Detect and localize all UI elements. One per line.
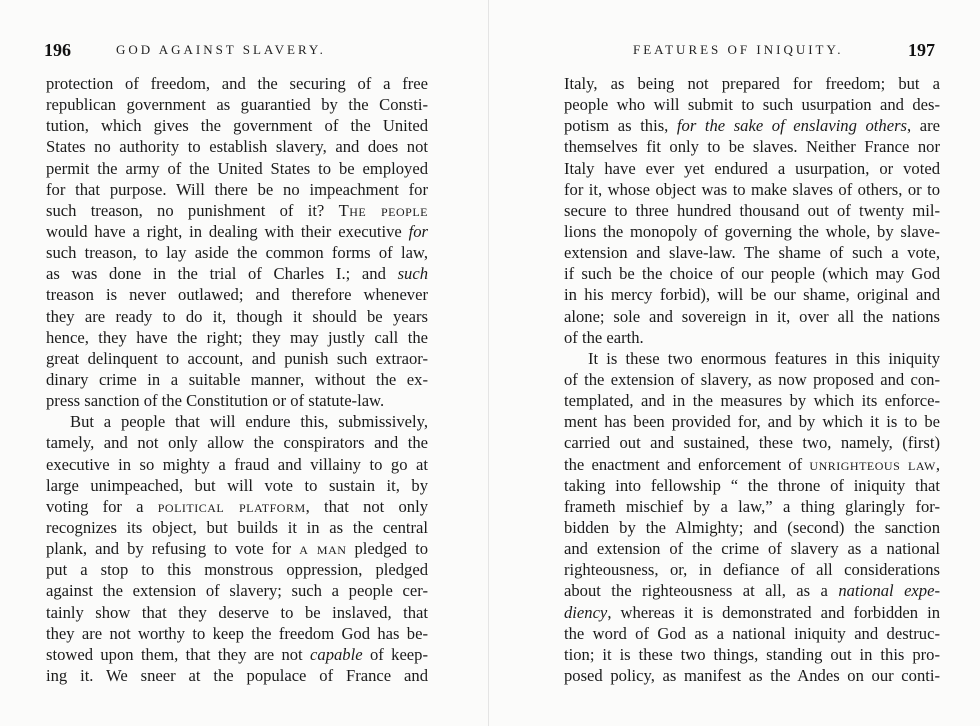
- text-line: [46, 200, 428, 221]
- text-segment: great delinquent to account, and punish such extraor-: [46, 348, 428, 368]
- text-line: [46, 559, 428, 580]
- text-segment: treason is never outlawed; and therefore whenever: [46, 285, 428, 305]
- text-line: [46, 623, 428, 644]
- text-line: [46, 263, 428, 284]
- small-caps-text: political platform: [157, 496, 306, 516]
- text-line: [46, 665, 428, 686]
- italic-text: national expe-: [838, 581, 940, 601]
- text-segment: tainly show that they deserve to be inslaved, that: [46, 602, 428, 622]
- text-segment: for it, whose object was to make slaves of others, or to: [564, 179, 940, 199]
- text-line: [46, 348, 428, 369]
- text-line: [564, 517, 940, 538]
- right-page-number: 197: [908, 40, 935, 60]
- text-segment: States no authority to establish slavery, and does not: [46, 137, 428, 157]
- small-caps-text: unrighteous law: [809, 454, 936, 474]
- text-segment: such treason, no punishment of it?: [46, 200, 339, 220]
- text-line: [564, 348, 940, 369]
- text-line: [46, 73, 428, 94]
- small-caps-text: a man: [299, 539, 347, 559]
- italic-text: for: [408, 221, 428, 241]
- text-line: [46, 327, 428, 348]
- text-segment: ment has been provided for, and by which it is to be: [564, 412, 940, 432]
- text-segment: potism as this,: [564, 116, 677, 136]
- text-line: [564, 538, 940, 559]
- text-line: [46, 179, 428, 200]
- text-segment: themselves fit only to be slaves. Neither France nor: [564, 137, 940, 157]
- small-caps-text: The people: [338, 200, 428, 220]
- left-body-text: [46, 73, 428, 686]
- text-line: [564, 602, 940, 623]
- left-running-head: GOD AGAINST SLAVERY.: [116, 42, 326, 57]
- text-segment: press sanction of the Constitution or of statute-law.: [46, 391, 385, 411]
- text-segment: put a stop to this monstrous oppression, pledged: [46, 560, 428, 580]
- italic-text: diency: [564, 602, 608, 622]
- text-line: [46, 94, 428, 115]
- text-segment: alone; sole and sovereign in it, over all the nations: [564, 306, 940, 326]
- text-line: [564, 200, 940, 221]
- text-segment: the enactment and enforcement of: [564, 454, 810, 474]
- text-line: [564, 644, 940, 665]
- text-line: [564, 73, 940, 94]
- text-segment: bidden by the Almighty; and (second) the sanction: [564, 517, 940, 537]
- text-line: [564, 179, 940, 200]
- text-segment: , whereas it is demonstrated and forbidden in: [607, 602, 940, 622]
- right-page: [489, 0, 980, 726]
- text-line: [46, 221, 428, 242]
- text-segment: frameth mischief by a law,” a thing glaringly for-: [564, 496, 940, 516]
- text-line: [46, 454, 428, 475]
- left-page: [0, 0, 489, 726]
- text-segment: tution, which gives the government of the United: [46, 116, 428, 136]
- text-segment: , are: [906, 116, 940, 136]
- text-line: [46, 115, 428, 136]
- text-segment: Italy, as being not prepared for freedom; but a: [564, 74, 940, 93]
- text-line: [46, 136, 428, 157]
- text-segment: would have a right, in dealing with their executive: [46, 221, 409, 241]
- text-segment: against the extension of slavery; such a people cer-: [46, 581, 428, 601]
- text-line: [46, 411, 428, 432]
- text-segment: people who will submit to such usurpation and des-: [564, 95, 940, 115]
- text-line: [564, 496, 940, 517]
- text-line: [564, 263, 940, 284]
- text-segment: the word of God as a national iniquity and destruc-: [564, 623, 940, 643]
- text-line: [46, 284, 428, 305]
- text-line: [46, 538, 428, 559]
- text-segment: secure to three hundred thousand out of twenty mil-: [564, 200, 940, 220]
- text-line: [564, 454, 940, 475]
- text-segment: as was done in the trial of Charles I.; and: [46, 264, 398, 284]
- text-segment: extension and slave-law. The shame of such a vote,: [564, 243, 940, 263]
- text-segment: if such be the choice of our people (which may God: [564, 264, 940, 284]
- text-segment: for that purpose. Will there be no impeachment for: [46, 179, 428, 199]
- text-segment: of the extension of slavery, as now proposed and con-: [564, 369, 940, 389]
- text-segment: It is these two enormous features in this iniquity: [588, 348, 940, 368]
- text-segment: taking into fellowship “ the throne of iniquity that: [564, 475, 940, 495]
- text-segment: templated, and in the measures by which its enforce-: [564, 391, 940, 411]
- text-segment: But a people that will endure this, submissively,: [70, 412, 428, 432]
- text-segment: righteousness, or, in defiance of all considerations: [564, 560, 940, 580]
- text-segment: , that not only: [305, 496, 428, 516]
- text-segment: such treason, to lay aside the common forms of law,: [46, 243, 428, 263]
- text-segment: they are ready to do it, though it should be years: [46, 306, 428, 326]
- text-line: [46, 517, 428, 538]
- text-line: [564, 369, 940, 390]
- text-segment: of keep-: [362, 644, 428, 664]
- text-line: [564, 327, 940, 348]
- text-segment: Italy have ever yet endured a usurpation, or voted: [564, 158, 940, 178]
- text-line: [564, 623, 940, 644]
- text-line: [46, 475, 428, 496]
- italic-text: capable: [310, 644, 363, 664]
- text-segment: hence, they have the right; they may justly call the: [46, 327, 428, 347]
- text-segment: tion; it is these two things, standing out in this pro-: [564, 644, 940, 664]
- italic-text: such: [397, 264, 428, 284]
- text-line: [564, 390, 940, 411]
- text-segment: posed policy, as manifest as the Andes on our conti-: [564, 665, 940, 685]
- text-line: [564, 158, 940, 179]
- text-segment: voting for a: [46, 496, 158, 516]
- text-segment: in his mercy forbid), will be our shame, original and: [564, 285, 940, 305]
- text-segment: carried out and sustained, these two, namely, (first): [564, 433, 940, 453]
- text-line: [46, 242, 428, 263]
- text-segment: dinary crime in a suitable manner, without the ex-: [46, 369, 428, 389]
- text-line: [564, 665, 940, 686]
- text-segment: of the earth.: [564, 327, 644, 347]
- text-line: [564, 306, 940, 327]
- text-line: [46, 602, 428, 623]
- text-line: [564, 284, 940, 305]
- text-line: [564, 580, 940, 601]
- text-line: [46, 496, 428, 517]
- right-running-head: FEATURES OF INIQUITY.: [633, 42, 844, 57]
- text-segment: ,: [935, 454, 941, 474]
- text-segment: permit the army of the United States to be employed: [46, 158, 428, 178]
- text-line: [46, 369, 428, 390]
- text-segment: about the righteousness at all, as a: [564, 581, 839, 601]
- text-segment: tamely, and not only allow the conspirators and the: [46, 433, 428, 453]
- text-segment: large unimpeached, but will vote to sustain it, by: [46, 475, 428, 495]
- text-segment: plank, and by refusing to vote for: [46, 539, 300, 559]
- text-line: [46, 158, 428, 179]
- italic-text: for the sake of enslaving others: [676, 116, 907, 136]
- text-segment: and extension of the crime of slavery as a national: [564, 539, 940, 559]
- text-segment: recognizes its object, but builds it in as the central: [46, 517, 428, 537]
- text-line: [46, 580, 428, 601]
- text-segment: republican government as guarantied by the Consti-: [46, 95, 428, 115]
- text-line: [46, 432, 428, 453]
- text-segment: stowed upon them, that they are not: [46, 644, 311, 664]
- text-line: [564, 432, 940, 453]
- text-line: [564, 242, 940, 263]
- text-segment: ing it. We sneer at the populace of France and: [46, 665, 428, 685]
- text-line: [46, 644, 428, 665]
- text-segment: pledged to: [346, 539, 428, 559]
- text-line: [564, 115, 940, 136]
- text-line: [564, 221, 940, 242]
- text-segment: they are not worthy to keep the freedom God has be-: [46, 623, 428, 643]
- text-line: [564, 475, 940, 496]
- right-body-text: [564, 73, 940, 686]
- text-segment: executive in so mighty a fraud and villainy to go at: [46, 454, 428, 474]
- text-line: [46, 390, 428, 411]
- left-page-number: 196: [44, 40, 71, 60]
- text-line: [564, 559, 940, 580]
- text-line: [564, 94, 940, 115]
- text-line: [564, 411, 940, 432]
- text-line: [564, 136, 940, 157]
- text-segment: protection of freedom, and the securing of a free: [46, 74, 428, 93]
- text-line: [46, 306, 428, 327]
- text-segment: lions the monopoly of governing the whole, by slave-: [564, 221, 940, 241]
